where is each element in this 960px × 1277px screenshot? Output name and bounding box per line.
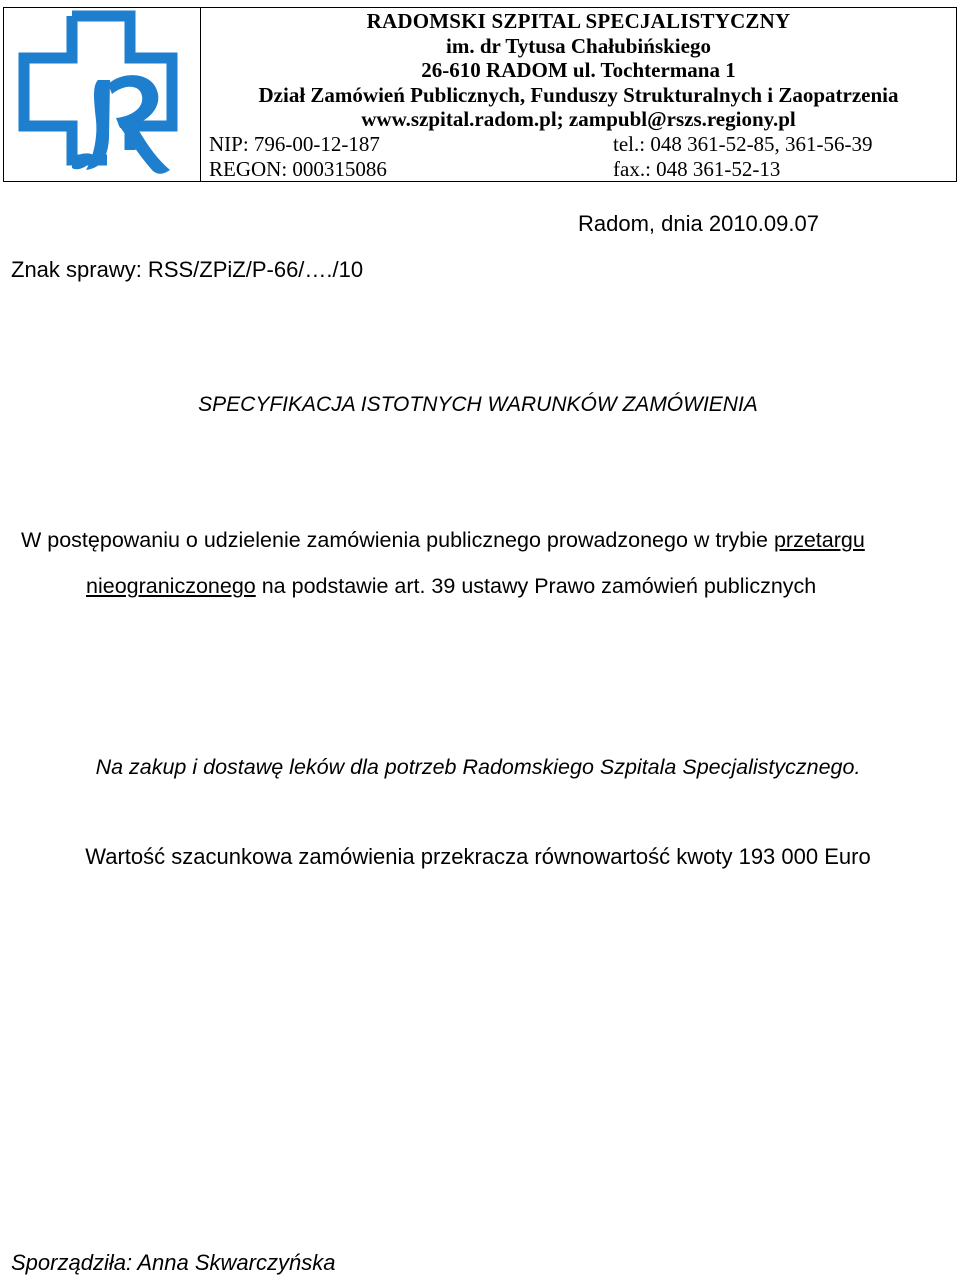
procedure-text-2: na podstawie art. 39 ustawy Prawo zamówień publicznych bbox=[255, 574, 817, 598]
org-department: Dział Zamówień Publicznych, Funduszy Strukturalnych i Zaopatrzenia bbox=[258, 82, 899, 107]
procedure-underlined-2: nieograniczonego bbox=[86, 574, 256, 598]
org-address: 26-610 RADOM ul. Tochtermana 1 bbox=[421, 58, 736, 82]
order-subject: Na zakup i dostawę leków dla potrzeb Radomskiego Szpitala Specjalistycznego. bbox=[95, 755, 861, 779]
letterhead bbox=[3, 7, 957, 182]
procedure-underlined-1: przetargu bbox=[773, 528, 865, 552]
organization-info bbox=[201, 8, 956, 181]
procedure-line-2 bbox=[86, 574, 816, 599]
document-title: SPECYFIKACJA ISTOTNYCH WARUNKÓW ZAMÓWIENIA bbox=[198, 393, 758, 416]
estimated-value: Wartość szacunkowa zamówienia przekracza równowartość kwoty 193 000 Euro bbox=[85, 844, 871, 869]
procedure-text-1: W postępowaniu o udzielenie zamówienia publicznego prowadzonego w trybie bbox=[21, 528, 774, 552]
document-date: Radom, dnia 2010.09.07 bbox=[578, 211, 819, 236]
org-web-email: www.szpital.radom.pl; zampubl@rszs.regiony.pl bbox=[361, 107, 796, 131]
prepared-by: Sporządziła: Anna Skwarczyńska bbox=[11, 1250, 336, 1275]
tel-numbers: tel.: 048 361-52-85, 361-56-39 bbox=[613, 132, 873, 156]
case-number: Znak sprawy: RSS/ZPiZ/P-66/…./10 bbox=[11, 257, 364, 282]
procedure-line-1 bbox=[21, 528, 865, 553]
org-name: RADOMSKI SZPITAL SPECJALISTYCZNY bbox=[366, 9, 791, 33]
regon-number: REGON: 000315086 bbox=[209, 157, 387, 181]
nip-number: NIP: 796-00-12-187 bbox=[209, 132, 380, 156]
logo-cell bbox=[4, 8, 201, 181]
org-patron: im. dr Tytusa Chałubińskiego bbox=[446, 33, 711, 58]
hospital-cross-r-logo-icon bbox=[12, 10, 188, 180]
logo-r-bowl bbox=[108, 75, 158, 128]
fax-number: fax.: 048 361-52-13 bbox=[613, 157, 781, 181]
